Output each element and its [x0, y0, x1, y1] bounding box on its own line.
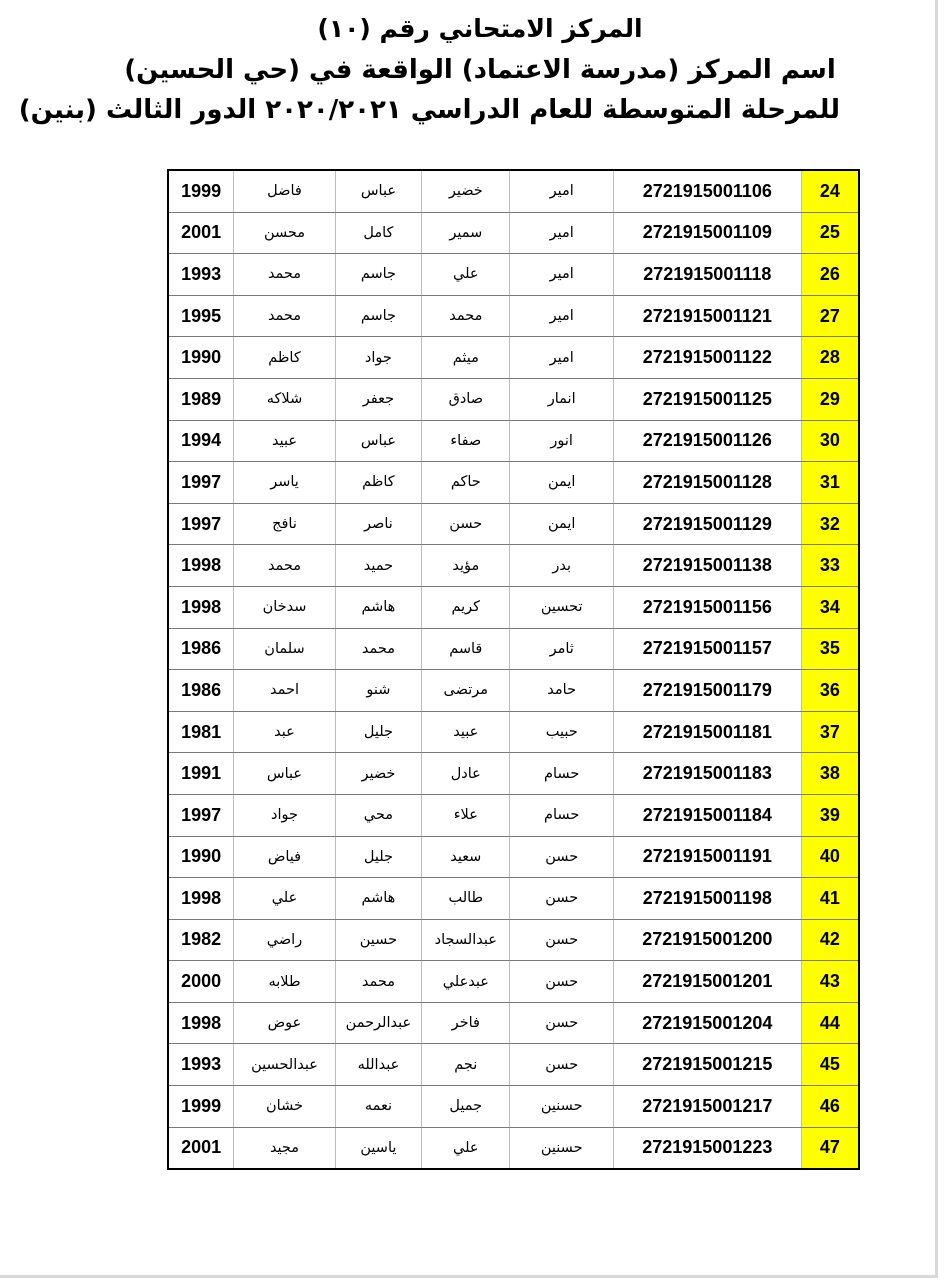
great-grandfather-name-cell: محمد	[234, 295, 335, 337]
first-name-cell: حسن	[510, 1002, 613, 1044]
father-name-cell: طالب	[422, 878, 510, 920]
birth-year-cell: 1998	[168, 545, 234, 587]
exam-number-cell: 2721915001129	[613, 503, 801, 545]
table-row	[168, 1044, 859, 1086]
father-name-cell: علاء	[422, 794, 510, 836]
grandfather-name-cell: محي	[335, 794, 421, 836]
first-name-cell: حسنين	[510, 1127, 613, 1169]
table-row	[168, 836, 859, 878]
first-name-cell: حسام	[510, 794, 613, 836]
first-name-cell: حسن	[510, 1044, 613, 1086]
sequence-number-cell: 41	[801, 878, 859, 920]
father-name-cell: صفاء	[422, 420, 510, 462]
great-grandfather-name-cell: محسن	[234, 212, 335, 254]
center-name-line: اسم المركز (مدرسة الاعتماد) الواقعة في (حي الحسين)	[124, 55, 836, 85]
great-grandfather-name-cell: كاظم	[234, 337, 335, 379]
table-row	[168, 212, 859, 254]
sequence-number-cell: 40	[801, 836, 859, 878]
great-grandfather-name-cell: خشان	[234, 1086, 335, 1128]
birth-year-cell: 1990	[168, 836, 234, 878]
first-name-cell: حسن	[510, 878, 613, 920]
table-row	[168, 711, 859, 753]
great-grandfather-name-cell: سلمان	[234, 628, 335, 670]
birth-year-cell: 1998	[168, 1002, 234, 1044]
birth-year-cell: 1991	[168, 753, 234, 795]
grandfather-name-cell: خضير	[335, 753, 421, 795]
birth-year-cell: 1998	[168, 586, 234, 628]
father-name-cell: حاكم	[422, 462, 510, 504]
first-name-cell: حسن	[510, 919, 613, 961]
table-row	[168, 586, 859, 628]
grandfather-name-cell: عبدالله	[335, 1044, 421, 1086]
exam-number-cell: 2721915001138	[613, 545, 801, 587]
table-row	[168, 919, 859, 961]
father-name-cell: محمد	[422, 295, 510, 337]
birth-year-cell: 1989	[168, 378, 234, 420]
birth-year-cell: 1998	[168, 878, 234, 920]
birth-year-cell: 1999	[168, 170, 234, 212]
father-name-cell: مؤيد	[422, 545, 510, 587]
table-row	[168, 1127, 859, 1169]
great-grandfather-name-cell: عوض	[234, 1002, 335, 1044]
exam-number-cell: 2721915001122	[613, 337, 801, 379]
grandfather-name-cell: نعمه	[335, 1086, 421, 1128]
grandfather-name-cell: هاشم	[335, 878, 421, 920]
first-name-cell: امير	[510, 212, 613, 254]
first-name-cell: ايمن	[510, 503, 613, 545]
sequence-number-cell: 26	[801, 254, 859, 296]
exam-number-cell: 2721915001126	[613, 420, 801, 462]
great-grandfather-name-cell: عبد	[234, 711, 335, 753]
exam-number-cell: 2721915001109	[613, 212, 801, 254]
first-name-cell: حسن	[510, 961, 613, 1003]
exam-number-cell: 2721915001217	[613, 1086, 801, 1128]
sequence-number-cell: 45	[801, 1044, 859, 1086]
great-grandfather-name-cell: محمد	[234, 545, 335, 587]
sequence-number-cell: 33	[801, 545, 859, 587]
first-name-cell: حسن	[510, 836, 613, 878]
first-name-cell: امير	[510, 337, 613, 379]
sequence-number-cell: 25	[801, 212, 859, 254]
sequence-number-cell: 42	[801, 919, 859, 961]
exam-number-cell: 2721915001215	[613, 1044, 801, 1086]
sequence-number-cell: 28	[801, 337, 859, 379]
sequence-number-cell: 24	[801, 170, 859, 212]
grandfather-name-cell: عباس	[335, 420, 421, 462]
exam-number-cell: 2721915001204	[613, 1002, 801, 1044]
sequence-number-cell: 31	[801, 462, 859, 504]
father-name-cell: سعيد	[422, 836, 510, 878]
sequence-number-cell: 37	[801, 711, 859, 753]
grandfather-name-cell: ياسين	[335, 1127, 421, 1169]
great-grandfather-name-cell: ياسر	[234, 462, 335, 504]
exam-number-cell: 2721915001125	[613, 378, 801, 420]
birth-year-cell: 2000	[168, 961, 234, 1003]
first-name-cell: انمار	[510, 378, 613, 420]
father-name-cell: علي	[422, 1127, 510, 1169]
birth-year-cell: 1981	[168, 711, 234, 753]
father-name-cell: عبيد	[422, 711, 510, 753]
first-name-cell: حسام	[510, 753, 613, 795]
table-row	[168, 794, 859, 836]
birth-year-cell: 1995	[168, 295, 234, 337]
exam-number-cell: 2721915001106	[613, 170, 801, 212]
sequence-number-cell: 27	[801, 295, 859, 337]
grandfather-name-cell: جاسم	[335, 254, 421, 296]
exam-number-cell: 2721915001128	[613, 462, 801, 504]
birth-year-cell: 1994	[168, 420, 234, 462]
great-grandfather-name-cell: نافج	[234, 503, 335, 545]
first-name-cell: امير	[510, 170, 613, 212]
first-name-cell: ايمن	[510, 462, 613, 504]
great-grandfather-name-cell: سدخان	[234, 586, 335, 628]
father-name-cell: علي	[422, 254, 510, 296]
roster-body	[168, 170, 859, 1169]
birth-year-cell: 1997	[168, 794, 234, 836]
grandfather-name-cell: شنو	[335, 670, 421, 712]
table-row	[168, 420, 859, 462]
first-name-cell: حبيب	[510, 711, 613, 753]
father-name-cell: كريم	[422, 586, 510, 628]
first-name-cell: ثامر	[510, 628, 613, 670]
great-grandfather-name-cell: راضي	[234, 919, 335, 961]
exam-number-cell: 2721915001198	[613, 878, 801, 920]
father-name-cell: فاخر	[422, 1002, 510, 1044]
great-grandfather-name-cell: فاضل	[234, 170, 335, 212]
exam-number-cell: 2721915001201	[613, 961, 801, 1003]
exam-number-cell: 2721915001118	[613, 254, 801, 296]
sequence-number-cell: 38	[801, 753, 859, 795]
table-row	[168, 545, 859, 587]
table-row	[168, 295, 859, 337]
first-name-cell: انور	[510, 420, 613, 462]
exam-number-cell: 2721915001156	[613, 586, 801, 628]
grandfather-name-cell: حميد	[335, 545, 421, 587]
table-row	[168, 462, 859, 504]
great-grandfather-name-cell: جواد	[234, 794, 335, 836]
grandfather-name-cell: محمد	[335, 961, 421, 1003]
grandfather-name-cell: عباس	[335, 170, 421, 212]
father-name-cell: خضير	[422, 170, 510, 212]
father-name-cell: عادل	[422, 753, 510, 795]
grandfather-name-cell: جعفر	[335, 378, 421, 420]
great-grandfather-name-cell: محمد	[234, 254, 335, 296]
stage-year-line: للمرحلة المتوسطة للعام الدراسي ٢٠٢٠/٢٠٢١ الدور الثالث (بنين)	[18, 95, 840, 125]
table-row	[168, 670, 859, 712]
first-name-cell: حامد	[510, 670, 613, 712]
first-name-cell: بدر	[510, 545, 613, 587]
table-row	[168, 753, 859, 795]
birth-year-cell: 1993	[168, 1044, 234, 1086]
great-grandfather-name-cell: شلاكه	[234, 378, 335, 420]
father-name-cell: ميثم	[422, 337, 510, 379]
birth-year-cell: 1999	[168, 1086, 234, 1128]
father-name-cell: جميل	[422, 1086, 510, 1128]
sequence-number-cell: 30	[801, 420, 859, 462]
exam-number-cell: 2721915001183	[613, 753, 801, 795]
table-row	[168, 628, 859, 670]
father-name-cell: صادق	[422, 378, 510, 420]
table-row	[168, 961, 859, 1003]
exam-center-title: المركز الامتحاني رقم (١٠)	[317, 14, 643, 43]
student-roster-table	[167, 169, 860, 1170]
grandfather-name-cell: جاسم	[335, 295, 421, 337]
grandfather-name-cell: محمد	[335, 628, 421, 670]
father-name-cell: عبدالسجاد	[422, 919, 510, 961]
great-grandfather-name-cell: عبدالحسين	[234, 1044, 335, 1086]
first-name-cell: تحسين	[510, 586, 613, 628]
grandfather-name-cell: ناصر	[335, 503, 421, 545]
exam-number-cell: 2721915001223	[613, 1127, 801, 1169]
table-row	[168, 503, 859, 545]
sequence-number-cell: 46	[801, 1086, 859, 1128]
exam-number-cell: 2721915001181	[613, 711, 801, 753]
grandfather-name-cell: جليل	[335, 836, 421, 878]
table-row	[168, 1002, 859, 1044]
father-name-cell: سمير	[422, 212, 510, 254]
table-row	[168, 254, 859, 296]
exam-number-cell: 2721915001191	[613, 836, 801, 878]
birth-year-cell: 1997	[168, 462, 234, 504]
table-row	[168, 170, 859, 212]
grandfather-name-cell: جليل	[335, 711, 421, 753]
birth-year-cell: 2001	[168, 1127, 234, 1169]
first-name-cell: حسنين	[510, 1086, 613, 1128]
sequence-number-cell: 39	[801, 794, 859, 836]
great-grandfather-name-cell: فياض	[234, 836, 335, 878]
grandfather-name-cell: عبدالرحمن	[335, 1002, 421, 1044]
table-row	[168, 1086, 859, 1128]
father-name-cell: مرتضى	[422, 670, 510, 712]
father-name-cell: حسن	[422, 503, 510, 545]
sequence-number-cell: 43	[801, 961, 859, 1003]
grandfather-name-cell: كاظم	[335, 462, 421, 504]
grandfather-name-cell: حسين	[335, 919, 421, 961]
exam-number-cell: 2721915001184	[613, 794, 801, 836]
birth-year-cell: 2001	[168, 212, 234, 254]
grandfather-name-cell: كامل	[335, 212, 421, 254]
exam-number-cell: 2721915001121	[613, 295, 801, 337]
birth-year-cell: 1982	[168, 919, 234, 961]
birth-year-cell: 1993	[168, 254, 234, 296]
sequence-number-cell: 34	[801, 586, 859, 628]
birth-year-cell: 1997	[168, 503, 234, 545]
sequence-number-cell: 29	[801, 378, 859, 420]
exam-number-cell: 2721915001179	[613, 670, 801, 712]
exam-number-cell: 2721915001200	[613, 919, 801, 961]
great-grandfather-name-cell: عبيد	[234, 420, 335, 462]
father-name-cell: قاسم	[422, 628, 510, 670]
sequence-number-cell: 47	[801, 1127, 859, 1169]
great-grandfather-name-cell: مجيد	[234, 1127, 335, 1169]
great-grandfather-name-cell: احمد	[234, 670, 335, 712]
grandfather-name-cell: جواد	[335, 337, 421, 379]
table-row	[168, 878, 859, 920]
first-name-cell: امير	[510, 295, 613, 337]
table-row	[168, 337, 859, 379]
father-name-cell: نجم	[422, 1044, 510, 1086]
birth-year-cell: 1986	[168, 670, 234, 712]
great-grandfather-name-cell: علي	[234, 878, 335, 920]
table-row	[168, 378, 859, 420]
grandfather-name-cell: هاشم	[335, 586, 421, 628]
birth-year-cell: 1986	[168, 628, 234, 670]
sequence-number-cell: 35	[801, 628, 859, 670]
sequence-number-cell: 32	[801, 503, 859, 545]
sequence-number-cell: 44	[801, 1002, 859, 1044]
birth-year-cell: 1990	[168, 337, 234, 379]
great-grandfather-name-cell: عباس	[234, 753, 335, 795]
sequence-number-cell: 36	[801, 670, 859, 712]
exam-number-cell: 2721915001157	[613, 628, 801, 670]
first-name-cell: امير	[510, 254, 613, 296]
great-grandfather-name-cell: طلابه	[234, 961, 335, 1003]
father-name-cell: عبدعلي	[422, 961, 510, 1003]
